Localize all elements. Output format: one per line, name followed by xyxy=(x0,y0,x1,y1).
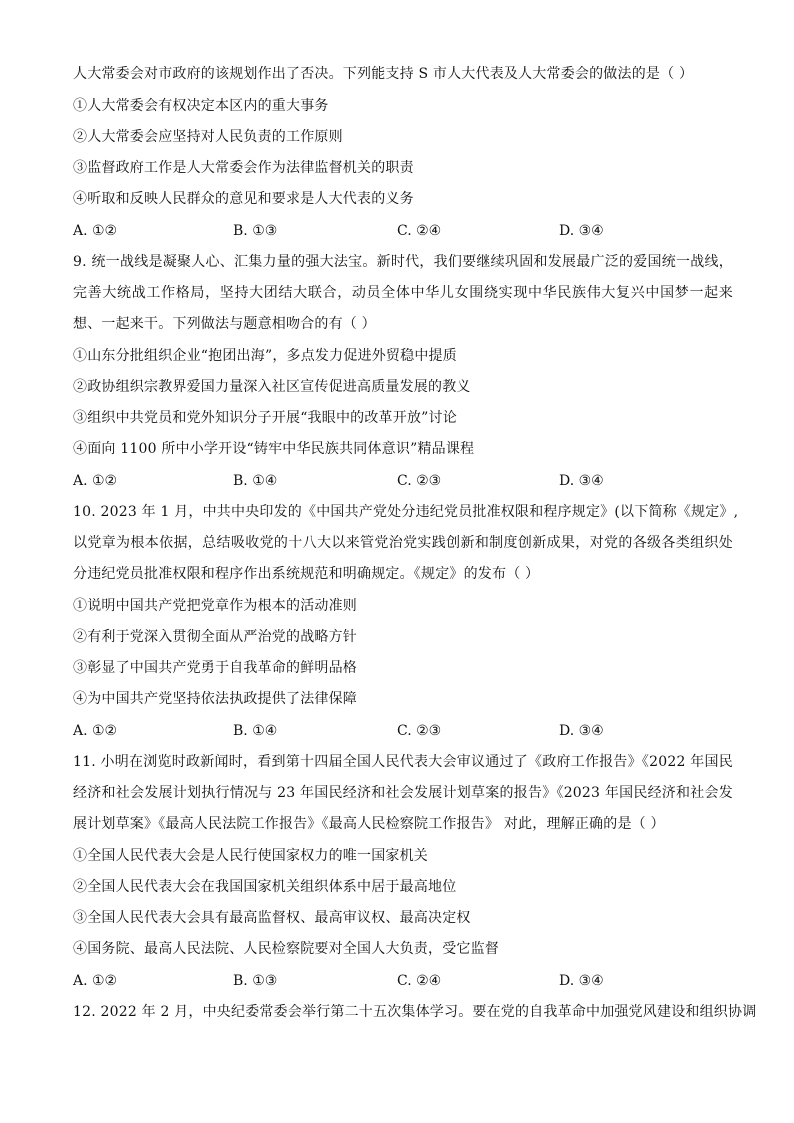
q8-statement-1: ①人大常委会有权决定本区内的重大事务 xyxy=(73,98,329,114)
q10-option-c[interactable]: C. ②③ xyxy=(397,723,442,739)
q8-stem-continuation: 人大常委会对市政府的该规划作出了否决。下列能支持 S 市人大代表及人大常委会的做法的是（ ） xyxy=(73,66,694,82)
q10-option-b[interactable]: B. ①④ xyxy=(233,723,278,739)
q12-stem-line-1: 12. 2022 年 2 月，中央纪委常委会举行第二十五次集体学习。要在党的自我革命中加强党风建设和组织协调 xyxy=(73,1004,757,1020)
q11-option-a[interactable]: A. ①② xyxy=(73,973,118,989)
q9-option-c[interactable]: C. ②③ xyxy=(397,473,442,489)
q11-statement-4: ④国务院、最高人民法院、人民检察院要对全国人大负责，受它监督 xyxy=(73,941,499,957)
q9-option-b[interactable]: B. ①④ xyxy=(233,473,278,489)
q11-stem-line-1: 11. 小明在浏览时政新闻时，看到第十四届全国人民代表大会审议通过了《政府工作报告》《2022 年国民 xyxy=(73,754,733,770)
q10-options xyxy=(73,721,733,741)
q8-statement-3: ③监督政府工作是人大常委会作为法律监督机关的职责 xyxy=(73,160,414,176)
q11-statement-2: ②全国人民代表大会在我国国家机关组织体系中居于最高地位 xyxy=(73,879,457,895)
q8-option-a[interactable]: A. ①② xyxy=(73,223,118,239)
q11-stem-line-2: 经济和社会发展计划执行情况与 23 年国民经济和社会发展计划草案的报告》《2023 年国民经济和社会发 xyxy=(73,785,733,801)
q10-statement-4: ④为中国共产党坚持依法执政提供了法律保障 xyxy=(73,691,357,707)
q10-stem-line-3: 分违纪党员批准权限和程序作出系统规范和明确规定。《规定》的发布（ ） xyxy=(73,566,540,582)
q8-statement-2: ②人大常委会应坚持对人民负责的工作原则 xyxy=(73,129,343,145)
q11-option-b[interactable]: B. ①③ xyxy=(233,973,278,989)
q11-stem-line-3: 展计划草案》《最高人民法院工作报告》《最高人民检察院工作报告》 对此，理解正确的是（ ） xyxy=(73,816,665,832)
q11-options xyxy=(73,971,733,991)
q9-option-a[interactable]: A. ①② xyxy=(73,473,118,489)
q11-statement-3: ③全国人民代表大会具有最高监督权、最高审议权、最高决定权 xyxy=(73,910,471,926)
q8-option-c[interactable]: C. ②④ xyxy=(397,223,442,239)
q9-stem-line-2: 完善大统战工作格局，坚持大团结大联合，动员全体中华儿女围绕实现中华民族伟大复兴中国梦一起来 xyxy=(73,285,733,301)
q9-statement-3: ③组织中共党员和党外知识分子开展“我眼中的改革开放”讨论 xyxy=(73,410,457,426)
q10-option-a[interactable]: A. ①② xyxy=(73,723,118,739)
q8-option-d[interactable]: D. ③④ xyxy=(559,223,604,239)
q9-statement-4: ④面向 1100 所中小学开设“铸牢中华民族共同体意识”精品课程 xyxy=(73,441,475,457)
q9-stem-line-1: 9. 统一战线是凝聚人心、汇集力量的强大法宝。新时代，我们要继续巩固和发展最广泛的爱国统一战线， xyxy=(73,254,733,270)
q8-option-b[interactable]: B. ①③ xyxy=(233,223,278,239)
q10-statement-3: ③彰显了中国共产党勇于自我革命的鲜明品格 xyxy=(73,660,357,676)
q9-option-d[interactable]: D. ③④ xyxy=(559,473,604,489)
q11-statement-1: ①全国人民代表大会是人民行使国家权力的唯一国家机关 xyxy=(73,848,428,864)
q8-statement-4: ④听取和反映人民群众的意见和要求是人大代表的义务 xyxy=(73,191,414,207)
q9-statement-2: ②政协组织宗教界爱国力量深入社区宣传促进高质量发展的教义 xyxy=(73,379,471,395)
q11-option-d[interactable]: D. ③④ xyxy=(559,973,604,989)
q8-options xyxy=(73,221,733,241)
q10-statement-2: ②有利于党深入贯彻全面从严治党的战略方针 xyxy=(73,629,357,645)
q9-stem-line-3: 想、一起来干。下列做法与题意相吻合的有（ ） xyxy=(73,316,376,332)
q10-stem-line-1: 10. 2023 年 1 月，中共中央印发的《中国共产党处分违纪党员批准权限和程序规定》(以下简称《规定》, xyxy=(73,504,739,520)
q11-option-c[interactable]: C. ②④ xyxy=(397,973,442,989)
q10-stem-line-2: 以党章为根本依据，总结吸收党的十八大以来管党治党实践创新和制度创新成果，对党的各级各类组织处 xyxy=(73,535,733,551)
q10-statement-1: ①说明中国共产党把党章作为根本的活动准则 xyxy=(73,598,357,614)
q9-options xyxy=(73,471,733,491)
q9-statement-1: ①山东分批组织企业“抱团出海”，多点发力促进外贸稳中提质 xyxy=(73,348,457,364)
q10-option-d[interactable]: D. ③④ xyxy=(559,723,604,739)
